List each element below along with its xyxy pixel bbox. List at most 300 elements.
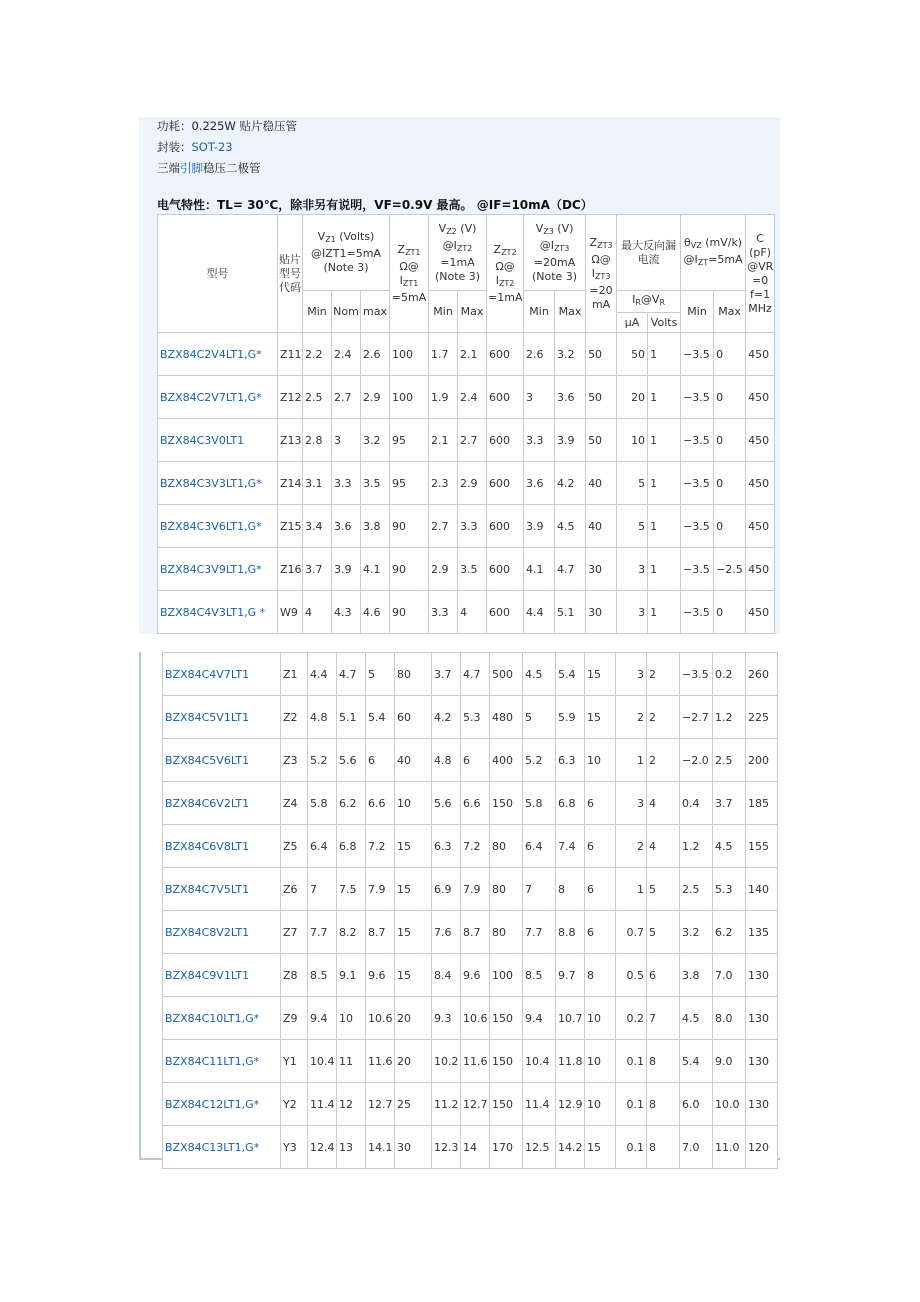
- value-cell: 5: [617, 505, 648, 548]
- value-cell: −3.5: [681, 419, 714, 462]
- value-cell: −2.5: [714, 548, 746, 591]
- value-cell: 3.5: [361, 462, 390, 505]
- value-cell: 100: [490, 954, 523, 997]
- value-cell: 95: [390, 462, 429, 505]
- value-cell: 450: [746, 462, 775, 505]
- type-prefix: 三端: [157, 161, 180, 175]
- header-vz3: $V_{Z3}$ (V) $@I_{ZT3} =20mA$ (Note 3): [524, 215, 586, 291]
- value-cell: 8: [647, 1126, 680, 1169]
- value-cell: 4.5: [680, 997, 713, 1040]
- table-row: [163, 868, 778, 911]
- value-cell: 2: [647, 696, 680, 739]
- value-cell: 1: [648, 419, 681, 462]
- value-cell: 0.5: [616, 954, 647, 997]
- power-line: 功耗：0.225W 贴片稳压管: [157, 119, 297, 133]
- value-cell: 150: [490, 782, 523, 825]
- value-cell: 4.5: [523, 653, 556, 696]
- value-cell: 3.8: [680, 954, 713, 997]
- value-cell: 50: [586, 333, 617, 376]
- value-cell: 450: [746, 333, 775, 376]
- value-cell: 100: [390, 333, 429, 376]
- value-cell: 3.2: [680, 911, 713, 954]
- value-cell: 40: [395, 739, 432, 782]
- value-cell: 3: [332, 419, 361, 462]
- value-cell: 20: [617, 376, 648, 419]
- value-cell: 9.7: [556, 954, 585, 997]
- value-cell: 130: [746, 1040, 778, 1083]
- smd-code-cell: Z15: [278, 505, 303, 548]
- model-link[interactable]: BZX84C2V7LT1,G*: [158, 376, 278, 419]
- value-cell: 10: [617, 419, 648, 462]
- value-cell: 9.0: [713, 1040, 746, 1083]
- value-cell: 120: [746, 1126, 778, 1169]
- smd-code-cell: Z7: [281, 911, 308, 954]
- value-cell: 600: [487, 333, 524, 376]
- value-cell: 3.3: [458, 505, 487, 548]
- value-cell: 7.0: [713, 954, 746, 997]
- value-cell: 90: [390, 548, 429, 591]
- model-link[interactable]: BZX84C3V9LT1,G*: [158, 548, 278, 591]
- package-link[interactable]: SOT-23: [191, 140, 233, 154]
- value-cell: 11.6: [366, 1040, 395, 1083]
- value-cell: 11: [337, 1040, 366, 1083]
- value-cell: 15: [585, 1126, 616, 1169]
- value-cell: 9.6: [461, 954, 490, 997]
- value-cell: 10.2: [432, 1040, 461, 1083]
- value-cell: 2.9: [429, 548, 458, 591]
- value-cell: 4.4: [308, 653, 337, 696]
- package-label: 封装：: [157, 140, 192, 154]
- value-cell: 2.7: [332, 376, 361, 419]
- value-cell: 14.1: [366, 1126, 395, 1169]
- value-cell: 5.2: [308, 739, 337, 782]
- zener-spec-table-lower: [162, 652, 778, 1169]
- value-cell: 12.3: [432, 1126, 461, 1169]
- smd-code-cell: Y2: [281, 1083, 308, 1126]
- smd-code-cell: Z3: [281, 739, 308, 782]
- value-cell: 5.9: [556, 696, 585, 739]
- value-cell: 6.0: [680, 1083, 713, 1126]
- model-link[interactable]: BZX84C8V2LT1: [163, 911, 281, 954]
- value-cell: 6: [585, 911, 616, 954]
- table-row: [163, 1126, 778, 1169]
- table-row: [163, 1083, 778, 1126]
- smd-code-cell: Z14: [278, 462, 303, 505]
- model-link[interactable]: BZX84C2V4LT1,G*: [158, 333, 278, 376]
- smd-code-cell: Y1: [281, 1040, 308, 1083]
- table-body-lower: [163, 653, 778, 1169]
- value-cell: 4.2: [432, 696, 461, 739]
- value-cell: 0.1: [616, 1040, 647, 1083]
- type-link[interactable]: 引脚: [180, 161, 203, 175]
- value-cell: 0.7: [616, 911, 647, 954]
- value-cell: 400: [490, 739, 523, 782]
- smd-code-cell: Z9: [281, 997, 308, 1040]
- value-cell: 10: [585, 1083, 616, 1126]
- value-cell: 500: [490, 653, 523, 696]
- header-vz3-max: Max: [555, 291, 586, 333]
- value-cell: −3.5: [681, 548, 714, 591]
- value-cell: 5: [647, 868, 680, 911]
- value-cell: 6: [366, 739, 395, 782]
- value-cell: 12.9: [556, 1083, 585, 1126]
- value-cell: 5.4: [680, 1040, 713, 1083]
- table-row: [163, 653, 778, 696]
- value-cell: 3: [617, 591, 648, 634]
- value-cell: 170: [490, 1126, 523, 1169]
- value-cell: 7: [647, 997, 680, 1040]
- value-cell: 6.8: [556, 782, 585, 825]
- value-cell: 135: [746, 911, 778, 954]
- value-cell: 2.3: [429, 462, 458, 505]
- value-cell: 0.1: [616, 1126, 647, 1169]
- value-cell: 8.5: [308, 954, 337, 997]
- value-cell: 6: [647, 954, 680, 997]
- value-cell: 8.0: [713, 997, 746, 1040]
- value-cell: 5.8: [308, 782, 337, 825]
- value-cell: 5.2: [523, 739, 556, 782]
- value-cell: 3.5: [458, 548, 487, 591]
- value-cell: 4.2: [555, 462, 586, 505]
- value-cell: 225: [746, 696, 778, 739]
- value-cell: 2: [647, 653, 680, 696]
- value-cell: 8: [585, 954, 616, 997]
- value-cell: 10: [585, 1040, 616, 1083]
- value-cell: 150: [490, 997, 523, 1040]
- value-cell: 8.2: [337, 911, 366, 954]
- value-cell: −3.5: [681, 505, 714, 548]
- value-cell: 5.1: [337, 696, 366, 739]
- smd-code-cell: Z8: [281, 954, 308, 997]
- value-cell: 3.9: [524, 505, 555, 548]
- value-cell: 200: [746, 739, 778, 782]
- value-cell: 3.3: [524, 419, 555, 462]
- value-cell: 3.8: [361, 505, 390, 548]
- value-cell: 8.7: [461, 911, 490, 954]
- value-cell: 8.5: [523, 954, 556, 997]
- value-cell: −3.5: [680, 653, 713, 696]
- value-cell: 150: [490, 1040, 523, 1083]
- smd-code-cell: Z6: [281, 868, 308, 911]
- value-cell: 140: [746, 868, 778, 911]
- value-cell: 3.3: [332, 462, 361, 505]
- value-cell: 6: [585, 782, 616, 825]
- value-cell: 3: [617, 548, 648, 591]
- value-cell: 1.2: [713, 696, 746, 739]
- value-cell: 20: [395, 997, 432, 1040]
- table-body-upper: [158, 333, 775, 634]
- value-cell: 3.3: [429, 591, 458, 634]
- value-cell: 1: [616, 868, 647, 911]
- table-row: [163, 954, 778, 997]
- value-cell: 8.8: [556, 911, 585, 954]
- value-cell: 0: [714, 591, 746, 634]
- smd-code-cell: Z4: [281, 782, 308, 825]
- value-cell: 11.8: [556, 1040, 585, 1083]
- value-cell: 4: [647, 825, 680, 868]
- value-cell: 4.8: [308, 696, 337, 739]
- header-ua: μA: [617, 313, 648, 333]
- model-link[interactable]: BZX84C13LT1,G*: [163, 1126, 281, 1169]
- value-cell: 5.6: [432, 782, 461, 825]
- value-cell: 10.6: [461, 997, 490, 1040]
- model-link[interactable]: BZX84C6V2LT1: [163, 782, 281, 825]
- value-cell: 3.6: [555, 376, 586, 419]
- value-cell: 80: [490, 868, 523, 911]
- value-cell: 2.4: [458, 376, 487, 419]
- value-cell: 10: [395, 782, 432, 825]
- value-cell: 260: [746, 653, 778, 696]
- model-link[interactable]: BZX84C7V5LT1: [163, 868, 281, 911]
- value-cell: 6: [585, 825, 616, 868]
- smd-code-cell: Z12: [278, 376, 303, 419]
- value-cell: 3.6: [332, 505, 361, 548]
- table-row: [163, 1040, 778, 1083]
- value-cell: 8.7: [366, 911, 395, 954]
- value-cell: 3.6: [524, 462, 555, 505]
- value-cell: 3.7: [432, 653, 461, 696]
- value-cell: 10.7: [556, 997, 585, 1040]
- value-cell: 30: [395, 1126, 432, 1169]
- value-cell: 450: [746, 548, 775, 591]
- value-cell: 600: [487, 548, 524, 591]
- value-cell: 3.2: [555, 333, 586, 376]
- model-link[interactable]: BZX84C11LT1,G*: [163, 1040, 281, 1083]
- value-cell: 2.7: [458, 419, 487, 462]
- value-cell: 2: [616, 825, 647, 868]
- value-cell: 9.4: [308, 997, 337, 1040]
- value-cell: 7.4: [556, 825, 585, 868]
- value-cell: 0: [714, 505, 746, 548]
- value-cell: 2.6: [524, 333, 555, 376]
- table-row: [163, 696, 778, 739]
- value-cell: 3: [616, 782, 647, 825]
- value-cell: −3.5: [681, 591, 714, 634]
- model-link[interactable]: BZX84C10LT1,G*: [163, 997, 281, 1040]
- value-cell: 4.1: [524, 548, 555, 591]
- value-cell: 5.8: [523, 782, 556, 825]
- value-cell: 30: [586, 548, 617, 591]
- model-link[interactable]: BZX84C12LT1,G*: [163, 1083, 281, 1126]
- header-vz1-min: Min: [303, 291, 332, 333]
- value-cell: 8: [647, 1040, 680, 1083]
- value-cell: 0.2: [713, 653, 746, 696]
- table-row: [163, 825, 778, 868]
- value-cell: 10: [337, 997, 366, 1040]
- value-cell: 1: [648, 333, 681, 376]
- header-vz1-max: max: [361, 291, 390, 333]
- table-row: [158, 462, 775, 505]
- header-vz3-min: Min: [524, 291, 555, 333]
- value-cell: 50: [617, 333, 648, 376]
- value-cell: 10.0: [713, 1083, 746, 1126]
- value-cell: 5.1: [555, 591, 586, 634]
- header-vz2-max: Max: [458, 291, 487, 333]
- value-cell: −2.7: [680, 696, 713, 739]
- value-cell: 10: [585, 739, 616, 782]
- value-cell: 130: [746, 997, 778, 1040]
- value-cell: 1: [648, 591, 681, 634]
- value-cell: 4.5: [555, 505, 586, 548]
- value-cell: 4: [458, 591, 487, 634]
- value-cell: 7: [523, 868, 556, 911]
- value-cell: 5.3: [713, 868, 746, 911]
- value-cell: 15: [395, 825, 432, 868]
- model-link[interactable]: BZX84C6V8LT1: [163, 825, 281, 868]
- model-link[interactable]: BZX84C9V1LT1: [163, 954, 281, 997]
- value-cell: 9.6: [366, 954, 395, 997]
- value-cell: 2.1: [429, 419, 458, 462]
- value-cell: 12.7: [461, 1083, 490, 1126]
- value-cell: 9.3: [432, 997, 461, 1040]
- table-row: [158, 591, 775, 634]
- smd-code-cell: Z11: [278, 333, 303, 376]
- value-cell: 4: [303, 591, 332, 634]
- value-cell: 11.6: [461, 1040, 490, 1083]
- table-row: [158, 548, 775, 591]
- electrical-characteristics-heading: 电气特性：TL= 30℃，除非另有说明，VF=0.9V 最高。 @IF=10mA（DC）: [157, 198, 593, 212]
- header-vz2: $V_{Z2}$ (V) $@I_{ZT2} =1mA$ (Note 3): [429, 215, 487, 291]
- value-cell: 11.0: [713, 1126, 746, 1169]
- value-cell: 3.9: [332, 548, 361, 591]
- value-cell: 450: [746, 376, 775, 419]
- header-leakage: 最大反向漏电流: [617, 215, 681, 291]
- model-link[interactable]: BZX84C3V3LT1,G*: [158, 462, 278, 505]
- table-row: [163, 911, 778, 954]
- type-line: [157, 161, 261, 175]
- value-cell: 11.4: [308, 1083, 337, 1126]
- type-suffix: 稳压二极管: [203, 161, 261, 175]
- value-cell: 12.5: [523, 1126, 556, 1169]
- model-link[interactable]: BZX84C3V0LT1: [158, 419, 278, 462]
- header-vz1-nom: Nom: [332, 291, 361, 333]
- value-cell: 0.4: [680, 782, 713, 825]
- value-cell: 4.7: [555, 548, 586, 591]
- value-cell: 80: [490, 911, 523, 954]
- value-cell: 6: [461, 739, 490, 782]
- value-cell: 7.6: [432, 911, 461, 954]
- value-cell: 4.6: [361, 591, 390, 634]
- value-cell: 5: [523, 696, 556, 739]
- value-cell: 9.1: [337, 954, 366, 997]
- model-link[interactable]: BZX84C4V3LT1,G *: [158, 591, 278, 634]
- value-cell: 5: [647, 911, 680, 954]
- value-cell: 7.2: [461, 825, 490, 868]
- smd-code-cell: Z1: [281, 653, 308, 696]
- value-cell: 10.6: [366, 997, 395, 1040]
- value-cell: 60: [395, 696, 432, 739]
- smd-code-cell: Y3: [281, 1126, 308, 1169]
- value-cell: 12.7: [366, 1083, 395, 1126]
- value-cell: 5.6: [337, 739, 366, 782]
- value-cell: 150: [490, 1083, 523, 1126]
- value-cell: 0: [714, 419, 746, 462]
- value-cell: 3.1: [303, 462, 332, 505]
- value-cell: 1: [648, 462, 681, 505]
- value-cell: 5: [617, 462, 648, 505]
- value-cell: 1: [648, 376, 681, 419]
- table-row: [158, 419, 775, 462]
- value-cell: 11.4: [523, 1083, 556, 1126]
- value-cell: 3.7: [303, 548, 332, 591]
- value-cell: 450: [746, 591, 775, 634]
- value-cell: 2: [647, 739, 680, 782]
- value-cell: −3.5: [681, 376, 714, 419]
- value-cell: 600: [487, 591, 524, 634]
- model-link[interactable]: BZX84C4V7LT1: [163, 653, 281, 696]
- value-cell: 2.8: [303, 419, 332, 462]
- value-cell: 2.4: [332, 333, 361, 376]
- header-theta-max: Max: [714, 291, 746, 333]
- value-cell: 3.7: [713, 782, 746, 825]
- value-cell: 15: [585, 653, 616, 696]
- value-cell: 130: [746, 954, 778, 997]
- value-cell: 3: [524, 376, 555, 419]
- model-link[interactable]: BZX84C3V6LT1,G*: [158, 505, 278, 548]
- smd-code-cell: Z16: [278, 548, 303, 591]
- value-cell: 14: [461, 1126, 490, 1169]
- value-cell: 1.7: [429, 333, 458, 376]
- value-cell: 7.9: [366, 868, 395, 911]
- value-cell: 1: [648, 505, 681, 548]
- value-cell: 6.4: [308, 825, 337, 868]
- value-cell: 130: [746, 1083, 778, 1126]
- table-row: [163, 997, 778, 1040]
- value-cell: 4.1: [361, 548, 390, 591]
- value-cell: 13: [337, 1126, 366, 1169]
- value-cell: 4.4: [524, 591, 555, 634]
- value-cell: 90: [390, 505, 429, 548]
- value-cell: 0: [714, 376, 746, 419]
- value-cell: 3: [616, 653, 647, 696]
- value-cell: 25: [395, 1083, 432, 1126]
- value-cell: 80: [490, 825, 523, 868]
- value-cell: 9.4: [523, 997, 556, 1040]
- value-cell: 3.2: [361, 419, 390, 462]
- package-line: [157, 140, 233, 154]
- smd-code-cell: Z5: [281, 825, 308, 868]
- value-cell: 7.5: [337, 868, 366, 911]
- value-cell: 0.2: [616, 997, 647, 1040]
- value-cell: 2.7: [429, 505, 458, 548]
- value-cell: −2.0: [680, 739, 713, 782]
- value-cell: 5.4: [556, 653, 585, 696]
- value-cell: 15: [395, 954, 432, 997]
- value-cell: 3.4: [303, 505, 332, 548]
- value-cell: 7.7: [308, 911, 337, 954]
- value-cell: 480: [490, 696, 523, 739]
- value-cell: 90: [390, 591, 429, 634]
- value-cell: 600: [487, 376, 524, 419]
- value-cell: 80: [395, 653, 432, 696]
- value-cell: 50: [586, 419, 617, 462]
- model-link[interactable]: BZX84C5V1LT1: [163, 696, 281, 739]
- value-cell: 0.1: [616, 1083, 647, 1126]
- model-link[interactable]: BZX84C5V6LT1: [163, 739, 281, 782]
- value-cell: 4.3: [332, 591, 361, 634]
- header-zzt2: $Z_{ZT2}$ Ω@ $I_{ZT2} =1mA$: [487, 215, 524, 333]
- header-capacitance: C (pF) @VR =0 f=1 MHz: [746, 215, 775, 333]
- value-cell: 14.2: [556, 1126, 585, 1169]
- table-row: [158, 333, 775, 376]
- value-cell: 8: [556, 868, 585, 911]
- value-cell: 12.4: [308, 1126, 337, 1169]
- table-row: [158, 505, 775, 548]
- value-cell: 6.8: [337, 825, 366, 868]
- value-cell: 5.4: [366, 696, 395, 739]
- value-cell: 185: [746, 782, 778, 825]
- value-cell: 12: [337, 1083, 366, 1126]
